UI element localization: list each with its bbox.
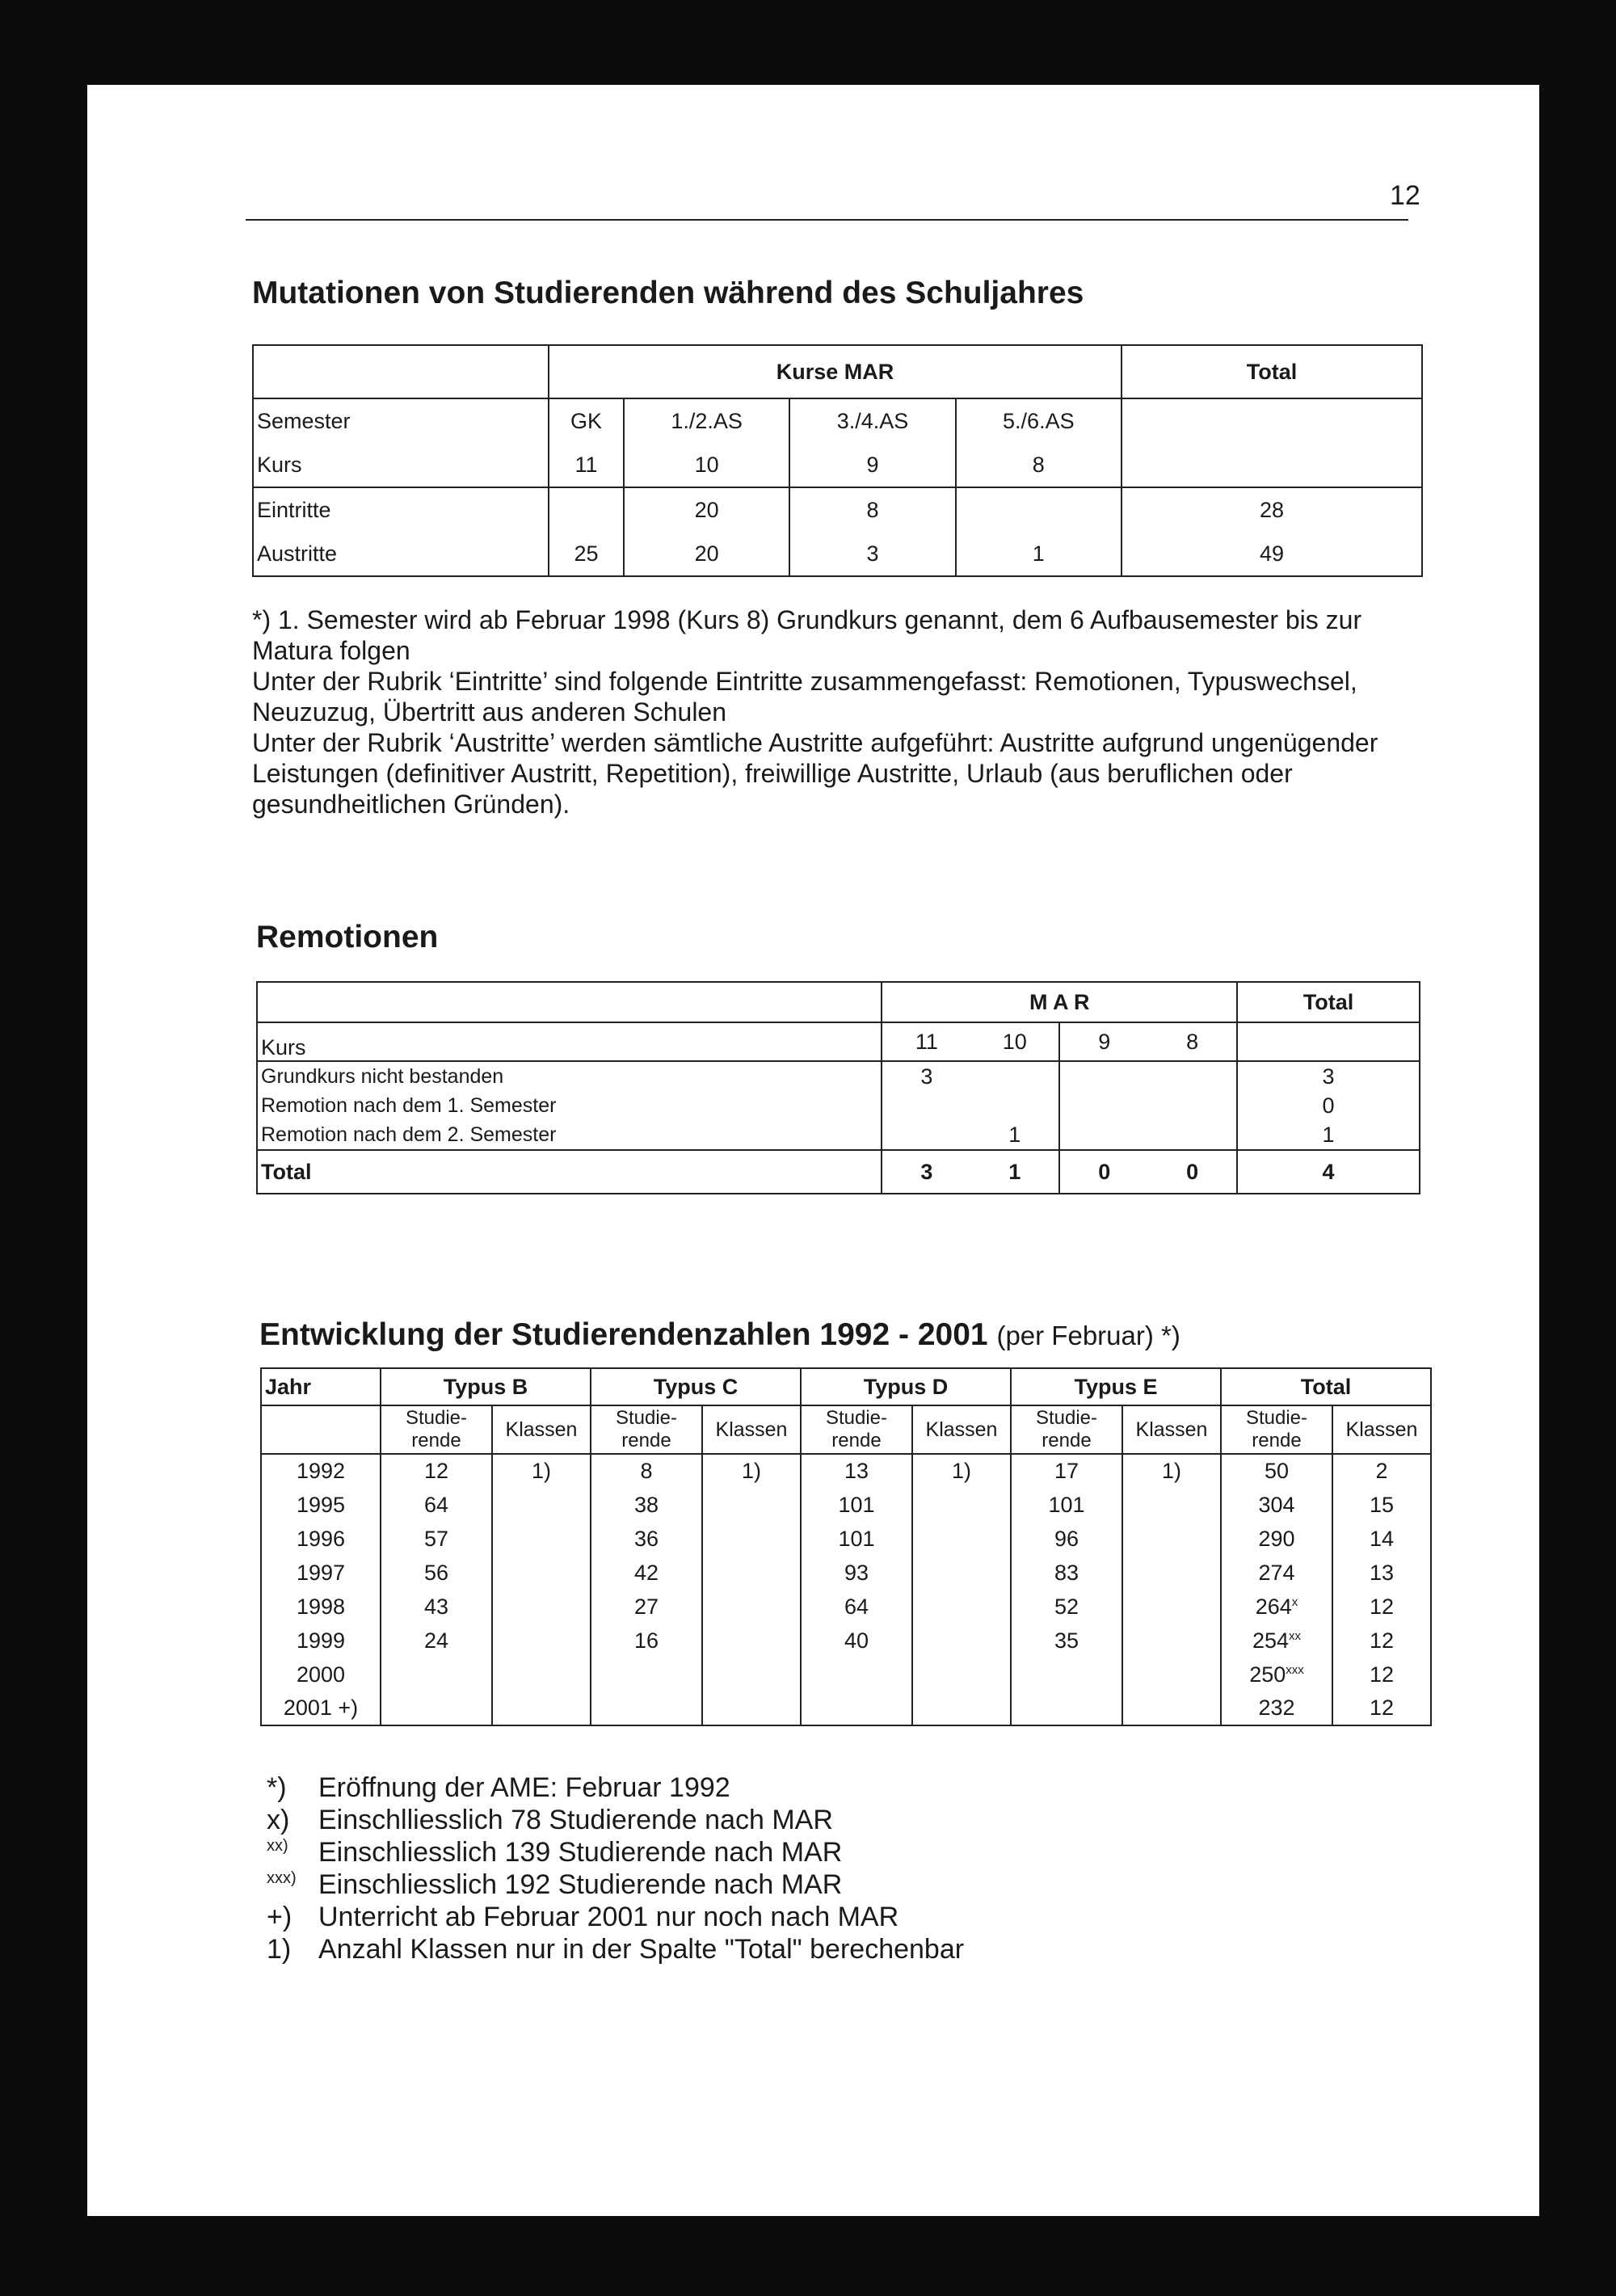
text: 24 — [423, 1628, 449, 1653]
footnote-text: Einschliesslich 192 Studierende nach MAR — [318, 1869, 843, 1900]
value-cell — [1122, 1658, 1221, 1691]
value-cell — [492, 1454, 591, 1488]
section-title-mutationen: Mutationen von Studierenden während des Schuljahres — [252, 276, 1084, 310]
value-cell — [1122, 1522, 1221, 1556]
value-cell — [912, 1691, 1011, 1725]
text: 8 — [640, 1459, 653, 1483]
text: (per Februar) *) — [996, 1321, 1180, 1350]
sub-header-classes: Klassen — [912, 1405, 1011, 1454]
total-header: Total — [1122, 345, 1422, 398]
text: Typus C — [591, 1368, 801, 1405]
value-cell — [1011, 1556, 1122, 1590]
text: 57 — [423, 1526, 449, 1551]
studierendenzahlen-table — [260, 1367, 1432, 1726]
text: Total — [1221, 1368, 1431, 1405]
text: 13 — [844, 1459, 869, 1483]
text: 3 — [920, 1064, 933, 1089]
value-cell — [1011, 1488, 1122, 1522]
note: Unter der Rubrik ‘Eintritte’ sind folgende Eintritte zusammengefasst: Remotionen, Typuswechsel, Neuzuzug, Übertritt aus anderen Schulen — [252, 667, 1357, 727]
section-title-remotionen: Remotionen — [256, 920, 439, 954]
table-row — [261, 1488, 1431, 1522]
table-row — [253, 487, 1422, 576]
sub-header-students: Studie-rende — [591, 1405, 702, 1454]
value-cell — [381, 1488, 492, 1522]
table-row — [261, 1691, 1431, 1725]
text: 12 — [423, 1459, 449, 1483]
text: 0 — [1059, 1150, 1148, 1194]
text: 12 — [1369, 1696, 1395, 1720]
value-cell — [702, 1590, 801, 1624]
text: 35 — [1054, 1628, 1079, 1653]
text: 101 — [838, 1526, 875, 1551]
value-cell — [1011, 1658, 1122, 1691]
text: Typus B — [381, 1368, 591, 1405]
value-cell — [702, 1624, 801, 1658]
value-cell — [912, 1522, 1011, 1556]
table-row — [253, 398, 1422, 487]
value-cell — [912, 1624, 1011, 1658]
value-cell — [591, 1488, 702, 1522]
text: 38 — [633, 1492, 659, 1517]
text: 1 — [1008, 1123, 1021, 1147]
text: 15 — [1369, 1492, 1395, 1517]
text: 250 — [1249, 1662, 1286, 1687]
value-cell — [591, 1691, 702, 1725]
total-row — [257, 1150, 1420, 1194]
text: 9 — [866, 453, 879, 477]
text: 4 — [1237, 1150, 1420, 1194]
value-cell — [381, 1590, 492, 1624]
value-cell — [801, 1624, 912, 1658]
text: 2 — [1375, 1459, 1388, 1483]
value-cell — [492, 1590, 591, 1624]
document-page — [87, 85, 1539, 2216]
text: 0 — [1322, 1093, 1335, 1118]
value-cell — [1221, 1454, 1332, 1488]
footnote-mark: +) — [267, 1902, 292, 1932]
value-cell — [1011, 1691, 1122, 1725]
text: 83 — [1054, 1560, 1079, 1585]
footnote-mark: 1) — [267, 1934, 292, 1965]
text: 290 — [1258, 1526, 1295, 1551]
year-cell: 1997 — [261, 1556, 381, 1590]
value-cell — [1221, 1624, 1332, 1658]
footnote — [267, 1934, 964, 1966]
mutationen-table — [252, 344, 1423, 577]
value-cell — [801, 1488, 912, 1522]
footnote — [267, 1902, 964, 1934]
text: 9 — [1098, 1029, 1111, 1054]
text: 232 — [1258, 1696, 1295, 1720]
text: 8 — [1186, 1029, 1199, 1054]
footnote — [267, 1772, 964, 1805]
value-cell — [492, 1658, 591, 1691]
table-row — [261, 1624, 1431, 1658]
value-cell — [1122, 1454, 1221, 1488]
text: 0 — [1148, 1150, 1237, 1194]
year-cell: 2000 — [261, 1658, 381, 1691]
text: 3./4.AS — [836, 409, 909, 433]
text: 3 — [866, 541, 879, 566]
text: Jahr — [261, 1368, 381, 1405]
value-cell — [1221, 1691, 1332, 1725]
value-cell — [1122, 1691, 1221, 1725]
sub-header-students: Studie-rende — [1011, 1405, 1122, 1454]
text: 11 — [915, 1029, 938, 1054]
footnote — [267, 1869, 964, 1902]
text: Typus E — [1011, 1368, 1221, 1405]
text: 43 — [423, 1594, 449, 1619]
table-row — [261, 1658, 1431, 1691]
value-cell — [1221, 1556, 1332, 1590]
value-cell — [381, 1454, 492, 1488]
value-cell — [1221, 1522, 1332, 1556]
table-row — [261, 1556, 1431, 1590]
value-cell — [492, 1624, 591, 1658]
text: 12 — [1369, 1662, 1395, 1687]
value-cell — [381, 1522, 492, 1556]
value-cell — [492, 1556, 591, 1590]
value-cell — [1011, 1454, 1122, 1488]
value-cell — [1011, 1590, 1122, 1624]
value-cell — [1122, 1556, 1221, 1590]
text: 1 — [970, 1150, 1059, 1194]
value-cell — [1221, 1488, 1332, 1522]
text: xxx — [1286, 1662, 1304, 1677]
year-cell: 1992 — [261, 1454, 381, 1488]
value-cell — [912, 1590, 1011, 1624]
value-cell — [1332, 1488, 1431, 1522]
footnote-text: Anzahl Klassen nur in der Spalte "Total" berechenbar — [318, 1934, 965, 1965]
value-cell — [591, 1454, 702, 1488]
footnote-text: Unterricht ab Februar 2001 nur noch nach MAR — [318, 1902, 899, 1932]
value-cell — [1221, 1658, 1332, 1691]
value-cell — [1332, 1590, 1431, 1624]
row-label: Kurs — [257, 453, 302, 477]
table-row — [261, 1522, 1431, 1556]
value-cell — [912, 1488, 1011, 1522]
text: 1 — [1322, 1123, 1335, 1147]
footnote — [267, 1805, 964, 1837]
year-cell: 1999 — [261, 1624, 381, 1658]
text: 1) — [531, 1459, 551, 1483]
value-cell — [702, 1488, 801, 1522]
note: Unter der Rubrik ‘Austritte’ werden sämtliche Austritte aufgeführt: Austritte aufgrund ungenügender Leistungen (definitiver Austritt, Repetition), freiwillige Austritte, Urlaub (aus beruflichen oder gesundheitlichen Gründen). — [252, 728, 1378, 819]
year-cell: 2001 +) — [261, 1691, 381, 1725]
header-rule — [246, 219, 1408, 221]
total-header: Total — [1237, 982, 1420, 1022]
text: 1) — [741, 1459, 761, 1483]
footnote — [267, 1837, 964, 1869]
value-cell — [1332, 1658, 1431, 1691]
text: 27 — [633, 1594, 659, 1619]
text: 12 — [1369, 1594, 1395, 1619]
value-cell — [591, 1556, 702, 1590]
text: 1 — [1032, 541, 1045, 566]
value-cell — [1332, 1624, 1431, 1658]
text: 14 — [1369, 1526, 1395, 1551]
value-cell — [1332, 1454, 1431, 1488]
text: Austritte — [257, 541, 338, 566]
text: 96 — [1054, 1526, 1079, 1551]
section-title-entwicklung — [259, 1317, 1180, 1353]
value-cell — [702, 1454, 801, 1488]
value-cell — [381, 1658, 492, 1691]
text: 1./2.AS — [671, 409, 743, 433]
text: 1) — [1161, 1459, 1181, 1483]
value-cell — [702, 1691, 801, 1725]
value-cell — [801, 1658, 912, 1691]
value-cell — [702, 1556, 801, 1590]
value-cell — [912, 1658, 1011, 1691]
value-cell — [492, 1691, 591, 1725]
year-cell: 1995 — [261, 1488, 381, 1522]
value-cell — [591, 1658, 702, 1691]
text: 101 — [838, 1492, 875, 1517]
text: 274 — [1258, 1560, 1295, 1585]
note: *) 1. Semester wird ab Februar 1998 (Kurs 8) Grundkurs genannt, dem 6 Aufbausemester bis zur Matura folgen — [252, 605, 1362, 665]
text: Typus D — [801, 1368, 1011, 1405]
sub-header-classes: Klassen — [1122, 1405, 1221, 1454]
value-cell — [1221, 1590, 1332, 1624]
sub-header-classes: Klassen — [492, 1405, 591, 1454]
value-cell — [1011, 1522, 1122, 1556]
footnote-text: Einschliesslich 139 Studierende nach MAR — [318, 1837, 843, 1868]
table-row — [257, 1061, 1420, 1150]
text: GK — [570, 409, 602, 433]
row-label: Semester — [257, 409, 351, 433]
value-cell — [801, 1454, 912, 1488]
text: 8 — [866, 498, 879, 522]
text: 64 — [423, 1492, 449, 1517]
sub-header-students: Studie-rende — [381, 1405, 492, 1454]
sub-header-classes: Klassen — [702, 1405, 801, 1454]
value-cell — [1122, 1624, 1221, 1658]
text: xx — [1289, 1628, 1302, 1643]
text: 20 — [694, 541, 719, 566]
text: 50 — [1264, 1459, 1290, 1483]
text: Remotion nach dem 2. Semester — [261, 1123, 557, 1146]
text: 10 — [1002, 1029, 1027, 1054]
table-row — [261, 1454, 1431, 1488]
value-cell — [801, 1691, 912, 1725]
remotionen-table — [256, 981, 1420, 1194]
group-header: Kurse MAR — [549, 345, 1122, 398]
text: 304 — [1258, 1492, 1295, 1517]
sub-header-students: Studie-rende — [801, 1405, 912, 1454]
text: 1) — [951, 1459, 971, 1483]
value-cell — [1122, 1488, 1221, 1522]
value-cell — [591, 1624, 702, 1658]
value-cell — [912, 1454, 1011, 1488]
sub-header-students: Studie-rende — [1221, 1405, 1332, 1454]
value-cell — [591, 1590, 702, 1624]
value-cell — [381, 1691, 492, 1725]
value-cell — [1011, 1624, 1122, 1658]
text: 40 — [844, 1628, 869, 1653]
mutationen-notes — [252, 605, 1416, 819]
text: 17 — [1054, 1459, 1079, 1483]
value-cell — [381, 1556, 492, 1590]
value-cell — [801, 1590, 912, 1624]
footnote-mark: xx) — [267, 1837, 288, 1855]
value-cell — [492, 1488, 591, 1522]
year-cell: 1996 — [261, 1522, 381, 1556]
text: Kurs — [257, 1022, 882, 1061]
text: 52 — [1054, 1594, 1079, 1619]
text: 49 — [1259, 541, 1285, 566]
text: 28 — [1259, 498, 1285, 522]
text: 11 — [574, 453, 598, 477]
value-cell — [801, 1556, 912, 1590]
text: Total — [257, 1150, 882, 1194]
text: Remotion nach dem 1. Semester — [261, 1094, 557, 1117]
text: 8 — [1032, 453, 1045, 477]
text: x — [1291, 1595, 1298, 1609]
text: Grundkurs nicht bestanden — [261, 1065, 504, 1088]
text: 93 — [844, 1560, 869, 1585]
text: 36 — [633, 1526, 659, 1551]
text: 3 — [882, 1150, 970, 1194]
sub-header-classes: Klassen — [1332, 1405, 1431, 1454]
group-header: M A R — [882, 982, 1237, 1022]
value-cell — [492, 1522, 591, 1556]
value-cell — [912, 1556, 1011, 1590]
value-cell — [702, 1522, 801, 1556]
text: 254 — [1252, 1628, 1290, 1653]
text: 264 — [1255, 1594, 1292, 1619]
footnote-mark: x) — [267, 1805, 290, 1835]
text: 64 — [844, 1594, 869, 1619]
text: Entwicklung der Studierendenzahlen 1992 - 2001 — [259, 1317, 988, 1352]
value-cell — [1332, 1556, 1431, 1590]
text: 101 — [1048, 1492, 1085, 1517]
value-cell — [702, 1658, 801, 1691]
footnote-mark: *) — [267, 1772, 287, 1803]
table-row — [257, 1022, 1420, 1061]
text: 5./6.AS — [1003, 409, 1075, 433]
text: 16 — [633, 1628, 659, 1653]
text: 56 — [423, 1560, 449, 1585]
text: 10 — [694, 453, 719, 477]
value-cell — [1122, 1590, 1221, 1624]
text: Eintritte — [257, 498, 331, 522]
table-row — [261, 1590, 1431, 1624]
value-cell — [1332, 1691, 1431, 1725]
page-number: 12 — [1390, 180, 1420, 211]
value-cell — [801, 1522, 912, 1556]
entwicklung-footnotes — [267, 1772, 964, 1966]
text: 20 — [694, 498, 719, 522]
footnote-mark: xxx) — [267, 1869, 297, 1887]
text: 42 — [633, 1560, 659, 1585]
text: 3 — [1322, 1064, 1335, 1089]
text: 13 — [1369, 1560, 1395, 1585]
text: 12 — [1369, 1628, 1395, 1653]
value-cell — [1332, 1522, 1431, 1556]
footnote-text: Einschlliesslich 78 Studierende nach MAR — [318, 1805, 833, 1835]
value-cell — [381, 1624, 492, 1658]
footnote-text: Eröffnung der AME: Februar 1992 — [318, 1772, 730, 1803]
text: 25 — [574, 541, 599, 566]
year-cell: 1998 — [261, 1590, 381, 1624]
value-cell — [591, 1522, 702, 1556]
